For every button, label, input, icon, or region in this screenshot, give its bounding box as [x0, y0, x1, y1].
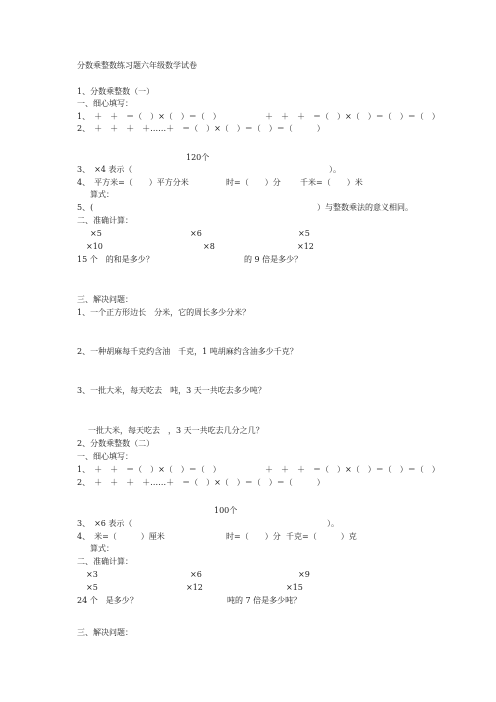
part2-calc-row-1: ×3 ×6 ×9 [86, 570, 310, 579]
part1-question-5: 5、( ）与整数乘法的意义相同。 [77, 203, 413, 212]
part1-section-fill: 一、细心填写： [77, 99, 133, 108]
part1-count-label: 120个 [186, 153, 210, 162]
part2-calc-word: 24 个 是多少？ 吨的 7 倍是多少吨？ [77, 596, 302, 605]
part1-question-4: 4、 平方米=（ ）平方分米 时=（ ）分 千米=（ ）米 [77, 178, 363, 187]
part1-problem-4: 一批大米，每天吃去 ，3 天一共吃去几分之几？ [88, 426, 264, 435]
part1-calc-row-2: ×10 ×8 ×12 [86, 242, 314, 251]
part2-count-label: 100个 [214, 506, 238, 515]
part2-question-1: 1、 ＋ ＋ ＝（ ）×（ ）＝（ ） ＋ ＋ ＋ ＝（ ）×（ ）＝（ ）＝（ ） [77, 465, 440, 474]
part1-problem-1: 1、一个正方形边长 分米，它的周长多少分米？ [77, 308, 251, 317]
part2-formula-label: 算式： [90, 544, 114, 553]
part1-question-3: 3、 ×4 表示（ ）。 [77, 165, 341, 174]
part2-question-2: 2、 ＋ ＋ ＋ ＋……＋ ＝（ ）×（ ）＝（ ）＝（ ） [77, 478, 325, 487]
part2-section-calc: 二、准确计算： [77, 557, 133, 566]
part1-problem-3: 3、一批大米，每天吃去 吨，3 天一共吃去多少吨？ [77, 386, 266, 395]
part1-section-calc: 二、准确计算： [77, 216, 133, 225]
part2-section-fill: 一、细心填写： [77, 452, 133, 461]
part1-heading: 1、分数乘整数（一） [77, 87, 155, 96]
part1-section-solve: 三、解决问题： [77, 295, 133, 304]
part2-question-3: 3、 ×6 表示（ ）。 [77, 519, 339, 528]
part2-calc-row-2: ×5 ×12 ×15 [86, 583, 303, 592]
part1-question-2: 2、 ＋ ＋ ＋ ＋……＋ ＝（ ）×（ ）＝（ ）＝（ ） [77, 124, 325, 133]
part1-problem-2: 2、一种胡麻每千克约含油 千克，1 吨胡麻约含油多少千克？ [77, 347, 298, 356]
document-title [0, 60, 496, 71]
part2-heading: 2、分数乘整数（二） [77, 439, 155, 448]
part1-calc-row-1: ×5 ×6 ×5 [90, 229, 310, 238]
part2-question-4: 4、 米=（ ）厘米 时=（ ）分 千克=（ ）克 [77, 532, 357, 541]
part1-formula-label: 算式： [90, 190, 114, 199]
part1-question-1: 1、 ＋ ＋ ＝（ ）×（ ）＝（ ） ＋ ＋ ＋ ＝（ ）×（ ）＝（ ）＝（ ） [77, 112, 440, 121]
title-text: 分数乘整数练习题六年级数学试卷 [77, 61, 197, 70]
part2-section-solve: 三、解决问题： [77, 628, 133, 637]
part1-calc-word: 15 个 的和是多少？ 的 9 倍是多少？ [77, 255, 303, 264]
